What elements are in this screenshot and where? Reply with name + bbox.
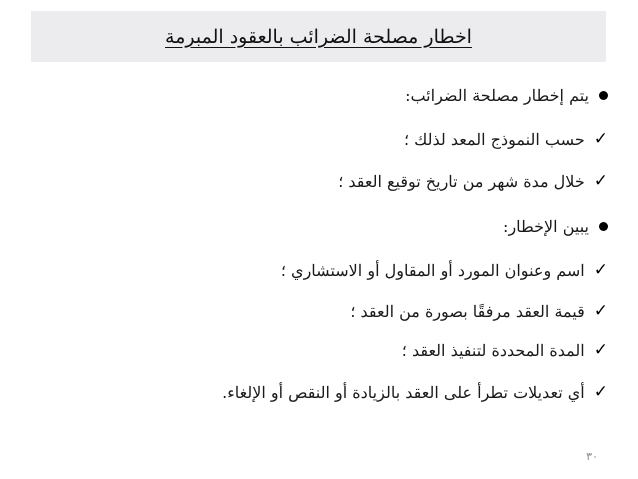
section-heading-statement <box>503 217 608 236</box>
check-mark-icon: ✓ <box>593 382 608 402</box>
item-text: اسم وعنوان المورد أو المقاول أو الاستشاري ؛ <box>280 260 585 280</box>
check-mark-icon: ✓ <box>593 301 608 321</box>
item-text: قيمة العقد مرفقًا بصورة من العقد ؛ <box>350 301 585 321</box>
list-item <box>222 382 608 402</box>
list-item <box>402 340 608 360</box>
check-mark-icon: ✓ <box>593 129 608 149</box>
item-text: المدة المحددة لتنفيذ العقد ؛ <box>401 340 585 360</box>
list-item <box>404 129 608 149</box>
list-item <box>338 171 608 191</box>
check-mark-icon: ✓ <box>593 171 608 191</box>
section-heading-notify <box>405 86 608 105</box>
page-number: ٣٠ <box>586 450 598 463</box>
slide-title: اخطار مصلحة الضرائب بالعقود المبرمة <box>165 25 472 48</box>
bullet-icon <box>599 222 608 231</box>
heading-text: يتم إخطار مصلحة الضرائب: <box>405 86 589 105</box>
item-text: حسب النموذج المعد لذلك ؛ <box>404 129 585 149</box>
title-banner <box>31 11 606 62</box>
bullet-icon <box>599 91 608 100</box>
item-text: أي تعديلات تطرأ على العقد بالزيادة أو النقص أو الإلغاء. <box>222 382 585 402</box>
list-item <box>350 301 608 321</box>
list-item <box>281 260 608 280</box>
item-text: خلال مدة شهر من تاريخ توقيع العقد ؛ <box>338 171 585 191</box>
check-mark-icon: ✓ <box>593 340 608 360</box>
heading-text: يبين الإخطار: <box>503 217 589 236</box>
check-mark-icon: ✓ <box>593 260 608 280</box>
